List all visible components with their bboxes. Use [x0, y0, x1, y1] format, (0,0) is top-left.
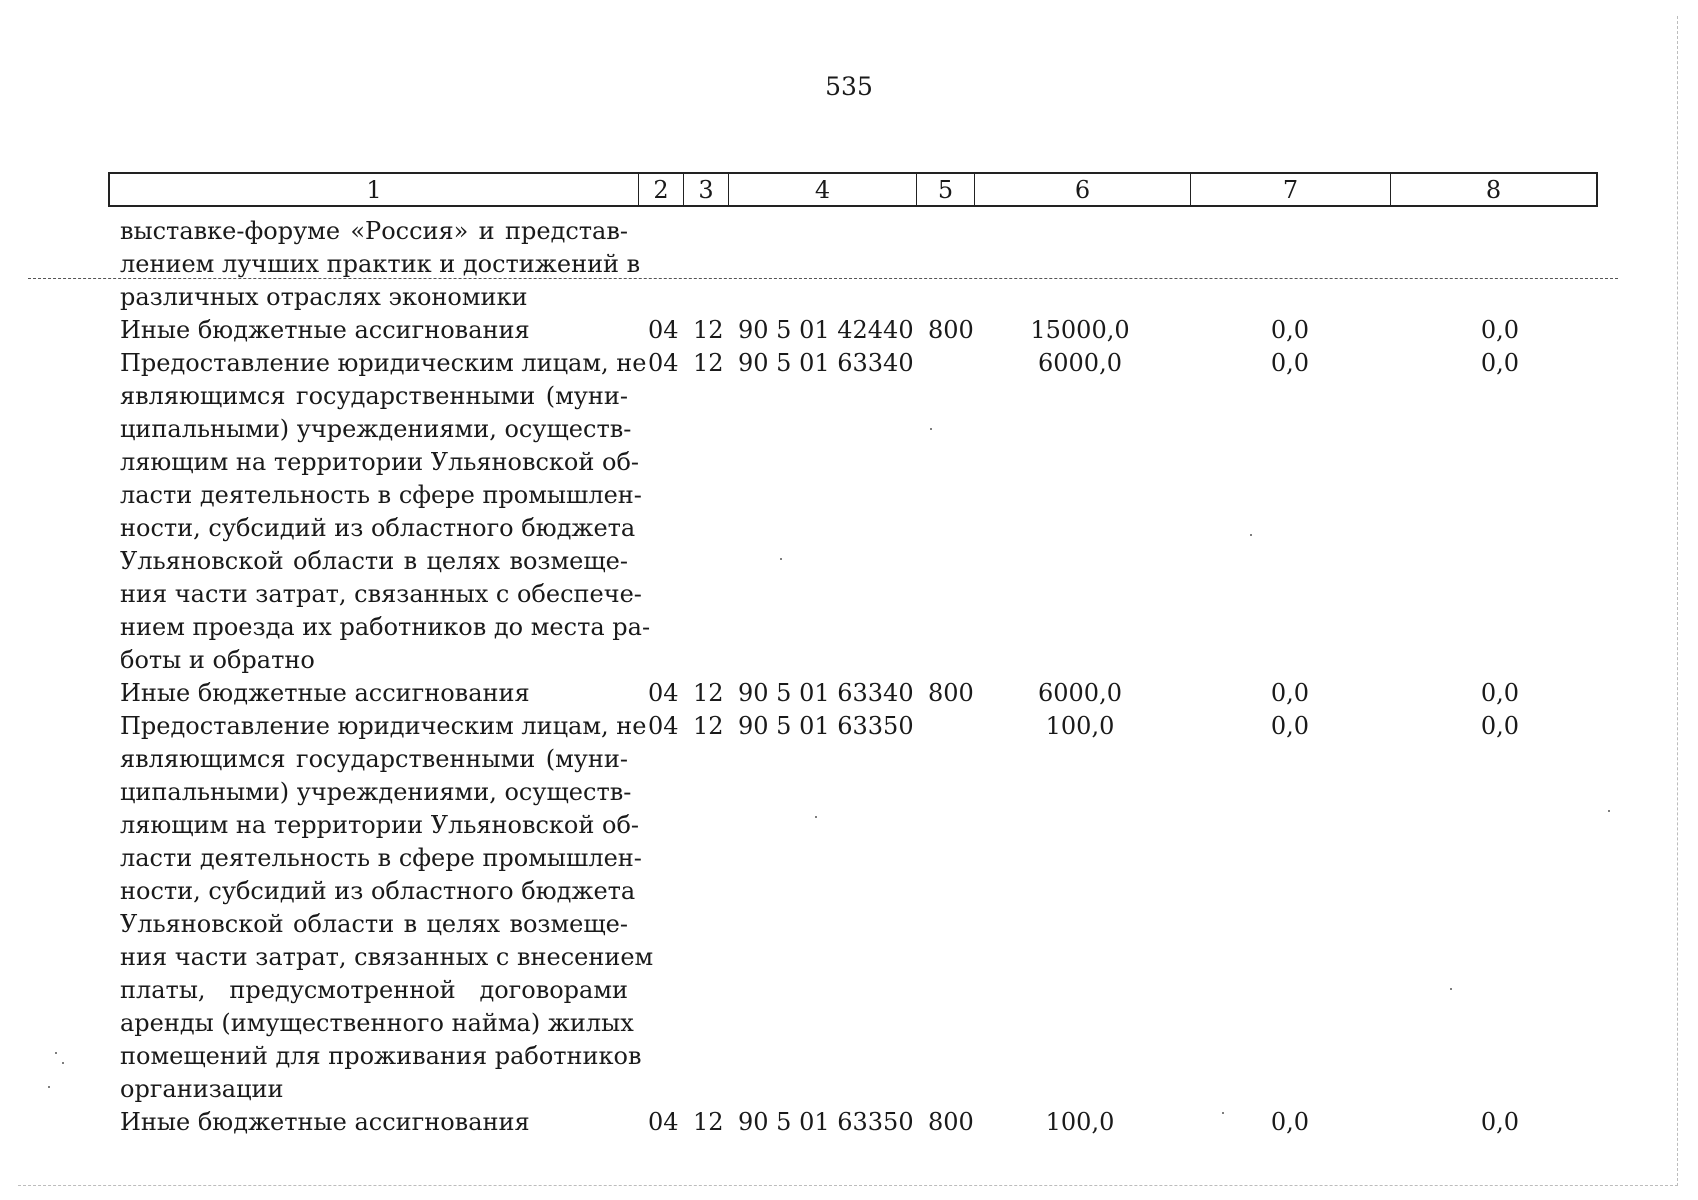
cell-c2: 04: [648, 316, 679, 344]
cell-c4: 90 5 01 63340: [738, 679, 914, 707]
header-col-6: 6: [975, 174, 1191, 205]
scan-speck: [930, 428, 932, 430]
row-description: [120, 347, 651, 677]
row-description: [120, 710, 654, 1106]
table-row: [0, 347, 1698, 677]
cell-c6: 100,0: [1045, 1108, 1115, 1136]
description-line: Предоставление юридическим лицам, не: [120, 712, 647, 740]
row-description: [120, 677, 628, 710]
description-line: ния части затрат, связанных с обеспече-: [120, 580, 642, 608]
cell-c7: 0,0: [1270, 349, 1310, 377]
description-line: ности, субсидий из областного бюджета: [120, 877, 636, 905]
table-row: [0, 314, 1698, 347]
scan-speck: [815, 816, 817, 818]
cell-c6: 15000,0: [1030, 316, 1130, 344]
header-col-1: 1: [110, 174, 639, 205]
cell-c8: 0,0: [1480, 679, 1520, 707]
cell-c7: 0,0: [1270, 316, 1310, 344]
description-line: организации: [120, 1075, 284, 1103]
scan-speck: [1608, 810, 1610, 812]
cell-c6: 100,0: [1045, 712, 1115, 740]
scan-speck: [1222, 1112, 1224, 1114]
cell-c6: 6000,0: [1038, 679, 1122, 707]
header-col-4: 4: [729, 174, 917, 205]
page-number: 535: [825, 72, 873, 101]
cell-c3: 12: [693, 679, 724, 707]
cell-c4: 90 5 01 42440: [738, 316, 914, 344]
cell-c3: 12: [693, 1108, 724, 1136]
table-row: [0, 710, 1698, 1106]
table-row: [0, 215, 1698, 314]
cell-c2: 04: [648, 349, 679, 377]
description-line: ласти деятельность в сфере промышлен-: [120, 481, 642, 509]
description-line: ния части затрат, связанных с внесением: [120, 943, 654, 971]
description-line: нием проезда их работников до места ра-: [120, 613, 651, 641]
cell-c7: 0,0: [1270, 679, 1310, 707]
header-col-5: 5: [917, 174, 975, 205]
description-line: аренды (имущественного найма) жилых: [120, 1009, 634, 1037]
cell-c8: 0,0: [1480, 1108, 1520, 1136]
scan-speck: [62, 1062, 64, 1064]
cell-c3: 12: [693, 349, 724, 377]
header-col-8: 8: [1485, 175, 1502, 204]
scan-speck: [1450, 988, 1452, 990]
description-line: Иные бюджетные ассигнования: [120, 679, 530, 707]
scan-speck: [55, 1052, 57, 1054]
scan-speck: [1250, 534, 1252, 536]
cell-c4: 90 5 01 63350: [738, 712, 914, 740]
cell-c7: 0,0: [1270, 712, 1310, 740]
description-line: являющимся государственными (муни-: [120, 745, 628, 773]
cell-c2: 04: [648, 712, 679, 740]
header-col-3: 3: [684, 174, 729, 205]
row-description: [120, 215, 641, 314]
description-line: ности, субсидий из областного бюджета: [120, 514, 636, 542]
cell-c3: 12: [693, 316, 724, 344]
description-line: боты и обратно: [120, 646, 315, 674]
description-line: Ульяновской области в целях возмеще-: [120, 547, 628, 575]
description-line: являющимся государственными (муни-: [120, 382, 628, 410]
cell-c3: 12: [693, 712, 724, 740]
row-description: [120, 314, 628, 347]
scan-speck: [48, 1086, 50, 1088]
description-line: платы, предусмотренной договорами: [120, 976, 628, 1004]
cell-c2: 04: [648, 679, 679, 707]
header-col-7: 7: [1191, 174, 1391, 205]
row-description: [120, 1106, 628, 1139]
cell-c6: 6000,0: [1038, 349, 1122, 377]
description-line: Ульяновской области в целях возмеще-: [120, 910, 628, 938]
cell-c7: 0,0: [1270, 1108, 1310, 1136]
description-line: помещений для проживания работников: [120, 1042, 642, 1070]
description-line: Иные бюджетные ассигнования: [120, 1108, 530, 1136]
table-header: [108, 172, 1598, 207]
description-line: выставке-форуме «Россия» и представ-: [120, 217, 628, 245]
description-line: различных отраслях экономики: [120, 283, 528, 311]
description-line: лением лучших практик и достижений в: [120, 250, 641, 278]
cell-c4: 90 5 01 63350: [738, 1108, 914, 1136]
cell-c5: 800: [928, 1108, 974, 1136]
cell-c8: 0,0: [1480, 316, 1520, 344]
description-line: ципальными) учреждениями, осуществ-: [120, 778, 632, 806]
cell-c8: 0,0: [1480, 712, 1520, 740]
table-row: [0, 1106, 1698, 1139]
cell-c8: 0,0: [1480, 349, 1520, 377]
table-row: [0, 677, 1698, 710]
description-line: ляющим на территории Ульяновской об-: [120, 811, 640, 839]
description-line: Иные бюджетные ассигнования: [120, 316, 530, 344]
cell-c4: 90 5 01 63340: [738, 349, 914, 377]
description-line: ласти деятельность в сфере промышлен-: [120, 844, 642, 872]
description-line: ципальными) учреждениями, осуществ-: [120, 415, 632, 443]
cell-c5: 800: [928, 679, 974, 707]
header-col-2: 2: [639, 174, 684, 205]
description-line: Предоставление юридическим лицам, не: [120, 349, 647, 377]
description-line: ляющим на территории Ульяновской об-: [120, 448, 640, 476]
cell-c5: 800: [928, 316, 974, 344]
cell-c2: 04: [648, 1108, 679, 1136]
scan-speck: [780, 558, 782, 560]
